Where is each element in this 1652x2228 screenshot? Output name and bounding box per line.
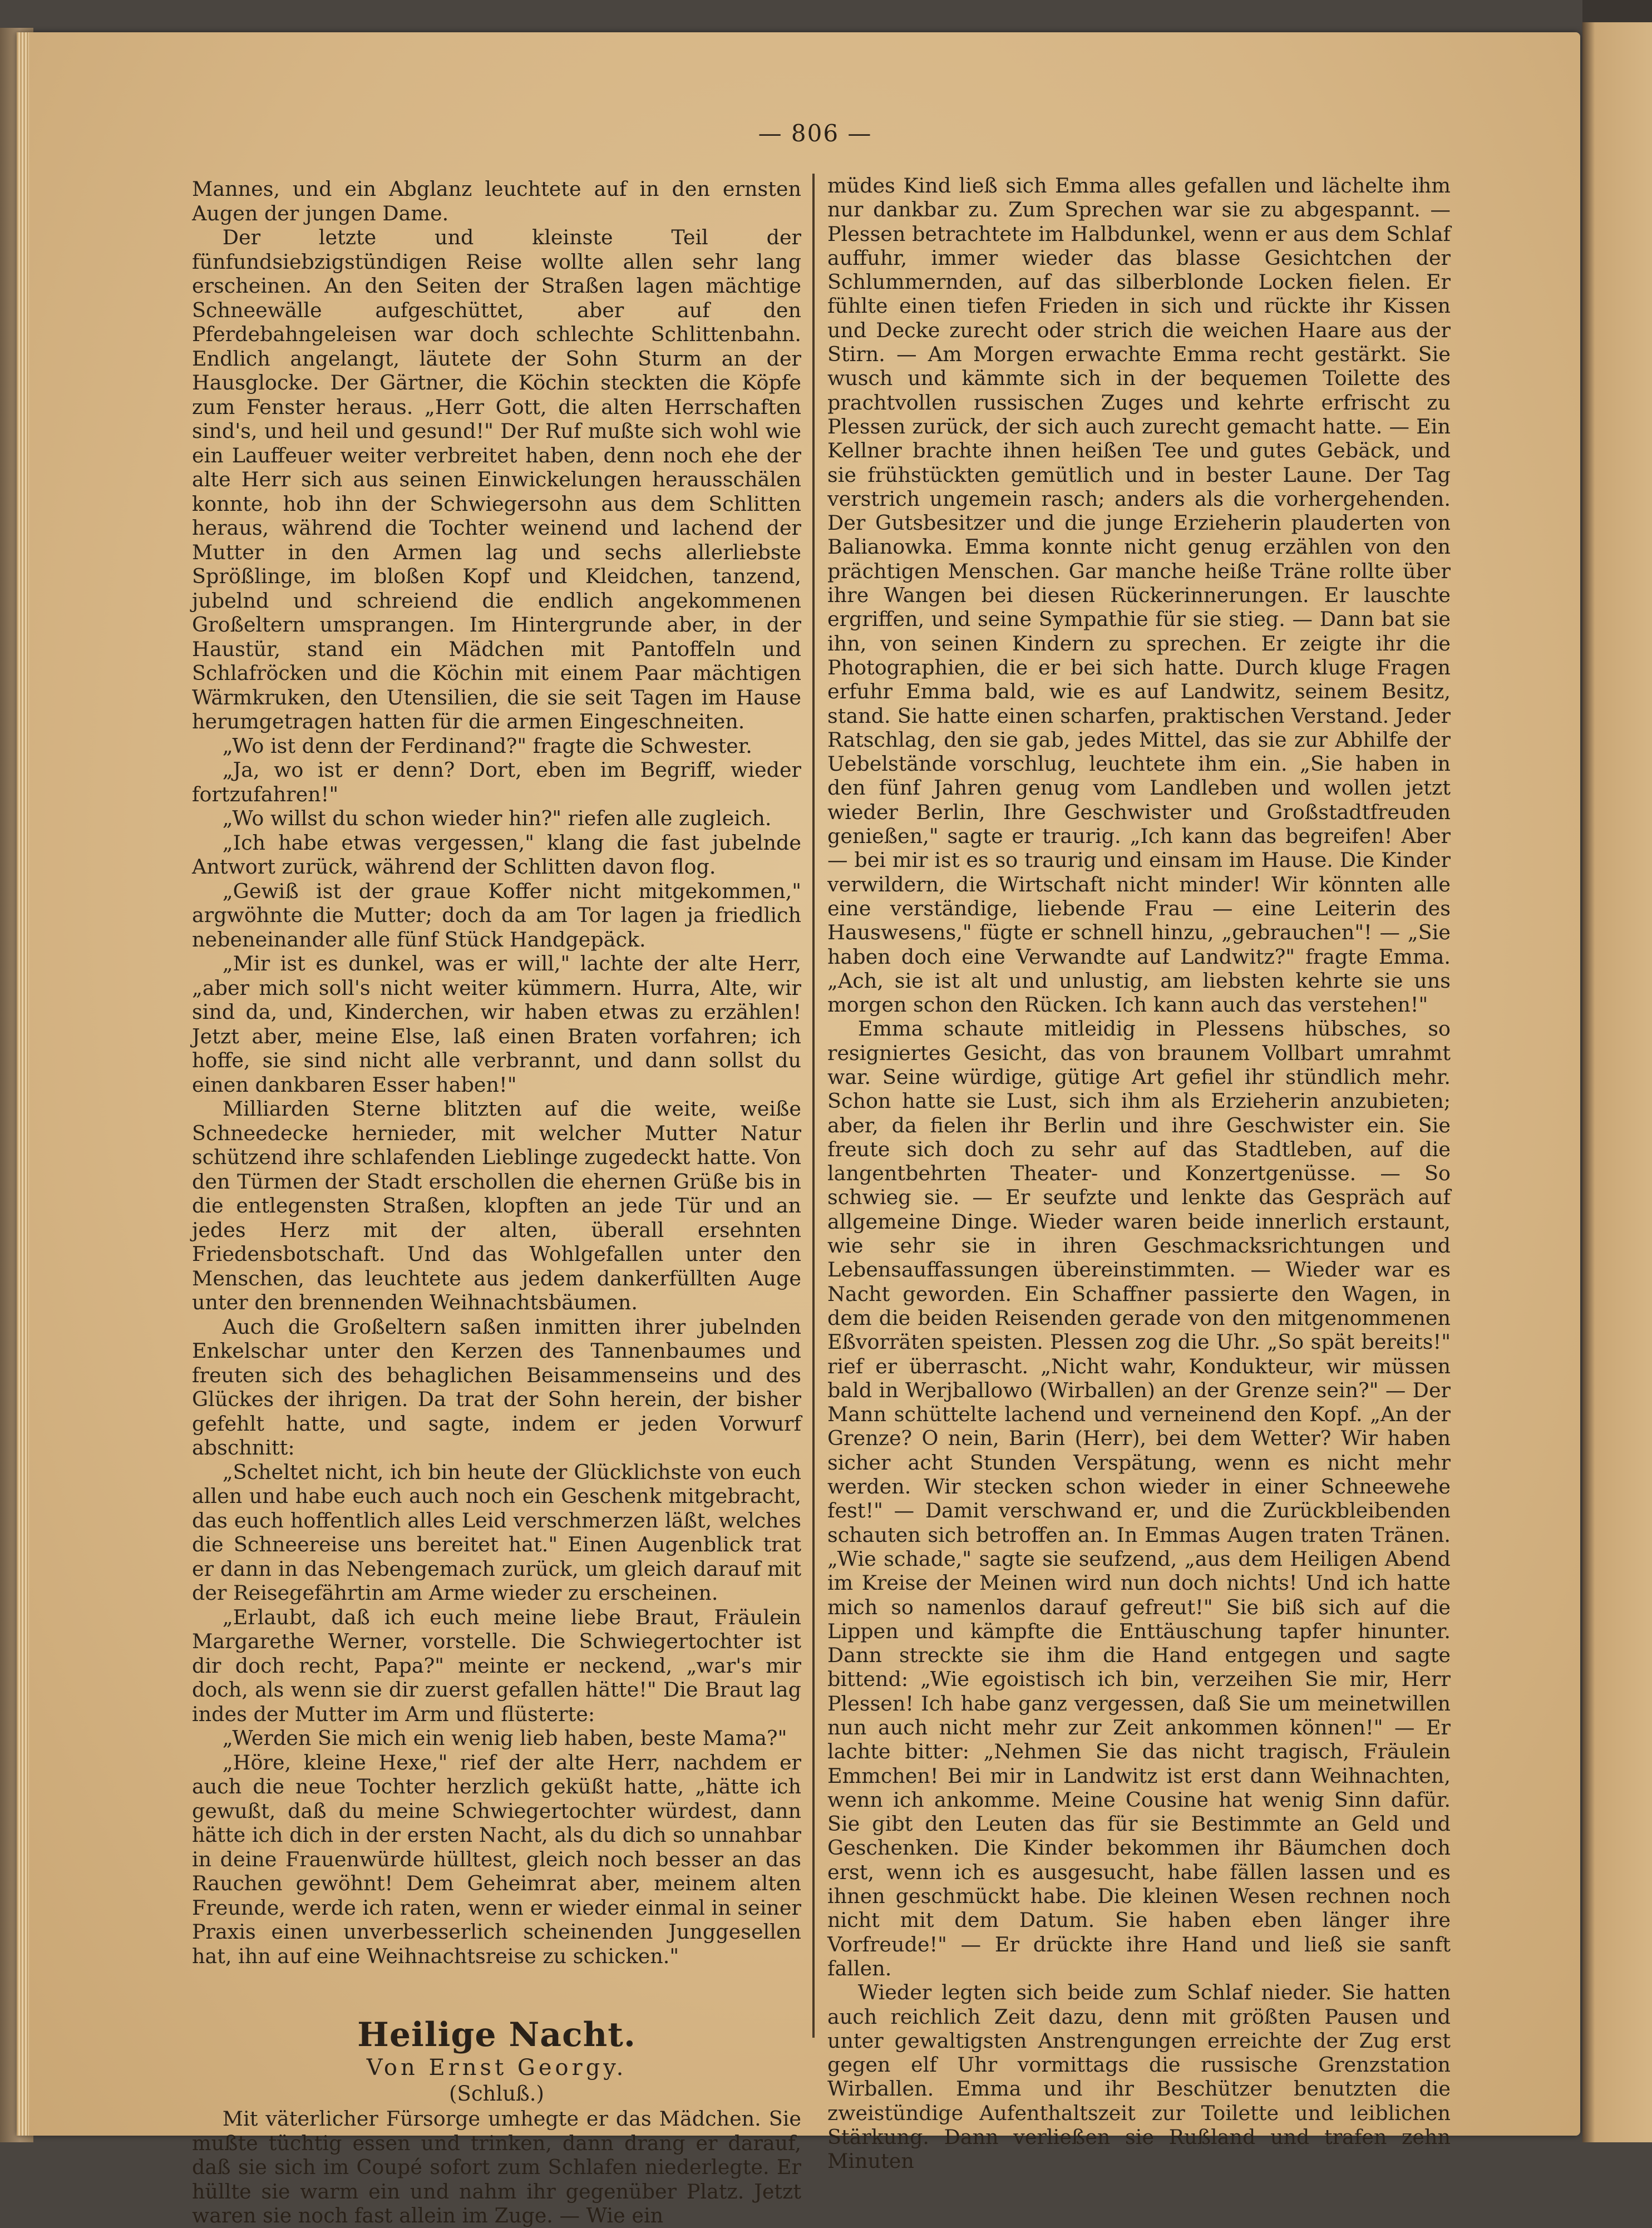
paragraph: Mannes, und ein Abglanz leuchtete auf in den ernsten Augen der jungen Dame. [192, 177, 801, 225]
paragraph: Der letzte und kleinste Teil der fünfundsiebzigstündigen Reise wollte allen sehr lang erscheinen. An den Seiten der Straßen lagen mächtige Schneewälle aufgeschüttet, aber auf den Pferdebahngeleisen war doch schlechte Schlittenbahn. Endlich angelangt, läutete der Sohn Sturm an der Hausglocke. Der Gärtner, die Köchin steckten die Köpfe zum Fenster heraus. „Herr Gott, die alten Herrschaften sind's, und heil und gesund!" Der Ruf mußte sich wohl wie ein Lauffeuer weiter verbreitet haben, denn noch ehe der alte Herr sich aus seinen Einwickelungen herausschälen konnte, hob ihn der Schwiegersohn aus dem Schlitten heraus, während die Tochter weinend und lachend der Mutter in den Armen lag und sechs allerliebste Sprößlinge, im bloßen Kopf und Kleidchen, tanzend, jubelnd und schreiend die endlich angekommenen Großeltern umsprangen. Im Hintergrunde aber, in der Haustür, stand ein Mädchen mit Pantoffeln und Schlafröcken und die Köchin mit einem Paar mächtigen Wärmkruken, den Utensilien, die sie seit Tagen im Hause herumgetragen hatten für die armen Eingeschneiten. [192, 225, 801, 733]
adjacent-page-edge [1582, 22, 1652, 2142]
paragraph: „Mir ist es dunkel, was er will," lachte der alte Herr, „aber mich soll's nicht weiter kümmern. Hurra, Alte, wir sind da, und, Kinderchen, wir haben etwas zu erzählen! Jetzt aber, meine Else, laß einen Braten vorfahren; ich hoffe, sie sind nicht alle verbrannt, und dann sollst du einen dankbaren Esser haben!" [192, 952, 801, 1097]
left-column [192, 177, 801, 2228]
paragraph: Auch die Großeltern saßen inmitten ihrer jubelnden Enkelschar unter den Kerzen des Tannenbaumes und freuten sich des behaglichen Beisammenseins und des Glückes der ihrigen. Da trat der Sohn herein, der bisher gefehlt hatte, und sagte, indem er jeden Vorwurf abschnitt: [192, 1314, 801, 1460]
story-part-label: (Schluß.) [449, 2082, 544, 2106]
paragraph: „Wo ist denn der Ferdinand?" fragte die Schwester. [222, 733, 752, 758]
column-rule [812, 174, 815, 2038]
paragraph: Milliarden Sterne blitzten auf die weite, weiße Schneedecke hernieder, mit welcher Mutter Natur schützend ihre schlafenden Lieblinge zugedeckt hatte. Von den Türmen der Stadt erschollen die ehernen Grüße bis in die entlegensten Straßen, klopften an jede Tür und an jedes Herz mit der alten, überall ersehnten Friedensbotschaft. Und das Wohlgefallen unter den Menschen, das leuchtete aus jedem dankerfüllten Auge unter den brennenden Weihnachtsbäumen. [192, 1097, 801, 1314]
paragraph: „Gewiß ist der graue Koffer nicht mitgekommen," argwöhnte die Mutter; doch da am Tor lagen ja friedlich nebeneinander alle fünf Stück Handgepäck. [192, 879, 801, 952]
paragraph: Emma schaute mitleidig in Plessens hübsches, so resigniertes Gesicht, das von braunem Vollbart umrahmt war. Seine würdige, gütige Art gefiel ihr stündlich mehr. Schon hatte sie Lust, sich ihm als Erzieherin anzubieten; aber, da fielen ihr Berlin und ihre Geschwister ein. Sie freute sich doch zu sehr auf das Stadtleben, auf die langentbehrten Theater- und Konzertgenüsse. — So schwieg sie. — Er seufzte und lenkte das Gespräch auf allgemeine Dinge. Wieder waren beide innerlich erstaunt, wie sehr sie in ihren Geschmacksrichtungen und Lebensauffassungen übereinstimmten. — Wieder war es Nacht geworden. Ein Schaffner passierte den Wagen, in dem die beiden Reisenden gerade von den mitgenommenen Eßvorräten speisten. Plessen zog die Uhr. „So spät bereits!" rief er überrascht. „Nicht wahr, Kondukteur, wir müssen bald in Werjballowo (Wirballen) an der Grenze sein?" — Der Mann schüttelte lachend und verneinend den Kopf. „An der Grenze? O nein, Barin (Herr), bei dem Wetter? Wir haben sicher acht Stunden Verspätung, wenn es nicht mehr werden. Wir stecken schon wieder in einer Schneewehe fest!" — Damit verschwand er, und die Zurückbleibenden schauten sich betroffen an. In Emmas Augen traten Tränen. „Wie schade," sagte sie seufzend, „aus dem Heiligen Abend im Kreise der Meinen wird nun doch nichts! Und ich hatte mich so namenlos darauf gefreut!" Sie biß sich auf die Lippen und kämpfte die Enttäuschung tapfer hinunter. Dann streckte sie ihm die Hand entgegen und sagte bittend: „Wie egoistisch ich bin, verzeihen Sie mir, Herr Plessen! Ich habe ganz vergessen, daß Sie um meinetwillen nun auch nicht mehr zur Zeit ankommen können!" — Er lachte bitter: „Nehmen Sie das nicht tragisch, Fräulein Emmchen! Bei mir in Landwitz ist erst dann Weihnachten, wenn ich ankomme. Meine Cousine hat wenig Sinn dafür. Sie gibt den Leuten das für sie Bestimmte an Geld und Geschenken. Die Kinder bekommen ihr Bäumchen doch erst, wenn ich es ausgesucht, habe fällen lassen und es ihnen geschmückt habe. Die kleinen Wesen rechnen noch nicht mit dem Datum. Sie haben eben länger ihre Vorfreude!" — Er drückte ihre Hand und ließ sie sanft fallen. [827, 1017, 1451, 1980]
paragraph: Wieder legten sich beide zum Schlaf nieder. Sie hatten auch reichlich Zeit dazu, denn mit größten Pausen und unter gewaltigsten Anstrengungen erreichte der Zug erst gegen elf Uhr vormittags die russische Grenzstation Wirballen. Emma und ihr Beschützer benutzten die zweistündige Aufenthaltszeit zur Toilette und leiblichen Stärkung. Dann verließen sie Rußland und trafen zehn Minuten [827, 1980, 1451, 2173]
paragraph: müdes Kind ließ sich Emma alles gefallen und lächelte ihm nur dankbar zu. Zum Sprechen war sie zu abgespannt. — Plessen betrachtete im Halbdunkel, wenn er aus dem Schlaf auffuhr, immer wieder das blasse Gesichtchen der Schlummernden, auf das silberblonde Locken fielen. Er fühlte einen tiefen Frieden in sich und rückte ihr Kissen und Decke zurecht oder strich die weichen Haare aus der Stirn. — Am Morgen erwachte Emma recht gestärkt. Sie wusch und kämmte sich in der bequemen Toilette des prachtvollen russischen Zuges und kehrte erfrischt zu Plessen zurück, der sich auch zurecht gemacht hatte. — Ein Kellner brachte ihnen heißen Tee und gutes Gebäck, und sie frühstückten gemütlich und in bester Laune. Der Tag verstrich ungemein rasch; anders als die vorhergehenden. Der Gutsbesitzer und die junge Erzieherin plauderten von Balianowka. Emma konnte nicht genug erzählen von den prächtigen Menschen. Gar manche heiße Träne rollte über ihre Wangen bei diesen Rückerinnerungen. Er lauschte ergriffen, und seine Sympathie für sie stieg. — Dann bat sie ihn, von seinen Kindern zu sprechen. Er zeigte ihr die Photographien, die er bei sich hatte. Durch kluge Fragen erfuhr Emma bald, wie es auf Landwitz, seinem Besitz, stand. Sie hatte einen scharfen, praktischen Verstand. Jeder Ratschlag, den sie gab, jedes Mittel, das sie zur Abhilfe der Uebelstände vorschlug, leuchtete ihm ein. „Sie haben in den fünf Jahren genug vom Landleben und wollen jetzt wieder Berlin, Ihre Geschwister und Großstadtfreuden genießen," sagte er traurig. „Ich kann das begreifen! Aber — bei mir ist es so traurig und einsam im Hause. Die Kinder verwildern, die Wirtschaft nicht minder! Wir könnten alle eine verständige, liebende Frau — eine Leiterin des Hauswesens," fügte er schnell hinzu, „gebrauchen"! — „Sie haben doch eine Verwandte auf Landwitz?" fragte Emma. „Ach, sie ist alt und unlustig, am liebsten kehrte sie uns morgen schon den Rücken. Ich kann auch das verstehen!" [827, 174, 1451, 1017]
paragraph: „Ja, wo ist er denn? Dort, eben im Begriff, wieder fortzufahren!" [192, 758, 801, 806]
paragraph: „Wo willst du schon wieder hin?" riefen alle zugleich. [222, 806, 772, 830]
paragraph: „Erlaubt, daß ich euch meine liebe Braut, Fräulein Margarethe Werner, vorstelle. Die Schwiegertochter ist dir doch recht, Papa?" meinte er neckend, „war's mir doch, als wenn sie dir zuerst gefallen hätte!" Die Braut lag indes der Mutter im Arm und flüsterte: [192, 1605, 801, 1726]
paragraph: „Werden Sie mich ein wenig lieb haben, beste Mama?" [222, 1726, 787, 1750]
paragraph: „Scheltet nicht, ich bin heute der Glücklichste von euch allen und habe euch auch noch ein Geschenk mitgebracht, das euch hoffentlich alles Leid verschmerzen läßt, welches die Schneereise uns bereitet hat." Einen Augenblick trat er dann in das Nebengemach zurück, um gleich darauf mit der Reisegefährtin am Arme wieder zu erscheinen. [192, 1460, 801, 1605]
paragraph: „Ich habe etwas vergessen," klang die fast jubelnde Antwort zurück, während der Schlitten davon flog. [192, 830, 801, 879]
story-author: Von Ernst Georgy. [366, 2055, 627, 2081]
background-corner [1582, 0, 1652, 22]
paragraph: Mit väterlicher Fürsorge umhegte er das Mädchen. Sie mußte tüchtig essen und trinken, dann drang er darauf, daß sie sich im Coupé sofort zum Schlafen niederlegte. Er hüllte sie warm ein und nahm ihr gegenüber Platz. Jetzt waren sie noch fast allein im Zuge. — Wie ein [192, 2107, 801, 2227]
page-number: — 806 — [758, 120, 872, 147]
page-edge [17, 32, 29, 2136]
paragraph: „Höre, kleine Hexe," rief der alte Herr, nachdem er auch die neue Tochter herzlich geküßt hatte, „hätte ich gewußt, daß du meine Schwiegertochter würdest, dann hätte ich dich in der ersten Nacht, als du dich so unnahbar in deine Frauenwürde hülltest, gleich noch besser an das Rauchen gewöhnt! Dem Geheimrat aber, meinem alten Freunde, werde ich raten, wenn er wieder einmal in seiner Praxis einen unverbesserlich scheinenden Junggesellen hat, ihn auf eine Weihnachtsreise zu schicken." [192, 1750, 801, 1968]
right-column [827, 174, 1451, 2173]
story-title: Heilige Nacht. [357, 2015, 636, 2054]
